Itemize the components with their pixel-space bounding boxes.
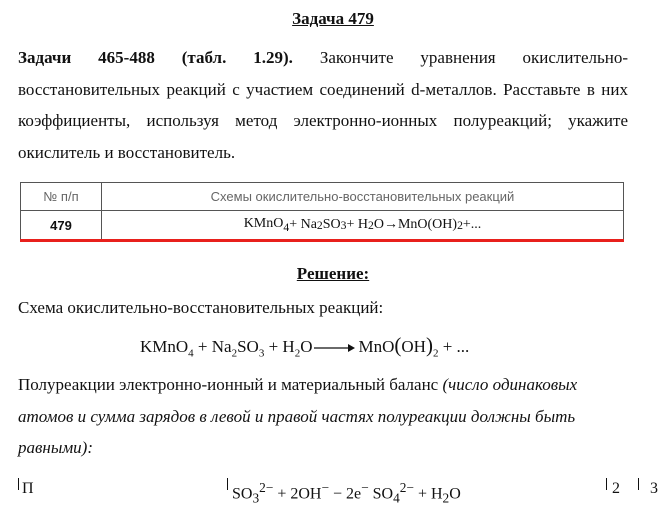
balance-note: (число одинаковых атомов и сумма зарядов в левой и правой частях полуреакции должны быть равными): <box>18 375 578 457</box>
col-scheme-header: Схемы окислительно-восстановительных реакций <box>210 189 515 204</box>
task-statement <box>18 42 628 168</box>
cut-coef-2: 3 <box>650 480 658 497</box>
cut-left-text: П <box>22 480 34 497</box>
half-reaction-line <box>18 478 666 506</box>
reactant-kmno4: KMnO$_4$ <box>243 216 290 234</box>
red-underline <box>20 239 624 242</box>
table-row <box>21 211 623 239</box>
reaction-equation: KMnO$_4$ + $Na_2SO_3 + H_2O$ $MnO(OH)_2$ + ... <box>140 333 470 360</box>
row-reaction: KMnO$_4$ + Na 2 SO 3 + H 2 O → MnO(OH) 2 +... <box>243 216 482 234</box>
col-number-header: № п/п <box>21 183 102 210</box>
bracket-left <box>18 478 19 490</box>
balance-text: Полуреакции электронно-ионный и материальный баланс <box>18 375 443 394</box>
table-header-row <box>21 183 623 211</box>
row-number: 479 <box>21 211 102 239</box>
balance-paragraph <box>18 369 628 464</box>
long-arrow-icon <box>314 343 356 353</box>
solution-heading: Решение: <box>296 264 370 283</box>
scheme-label: Схема окислительно-восстановительных реакций: <box>18 298 384 317</box>
bracket-right-1 <box>606 478 607 490</box>
bracket-right-2 <box>638 478 639 490</box>
task-text: Закончите уравнения окислительно-восстановительных реакций с участием соединений d-металлов. Расставьте в них коэффициенты, используя метод электронно-ионных полуреакций; укажите окислитель и восстановитель. <box>18 48 628 162</box>
task-title: Задача 479 <box>292 9 374 28</box>
bracket-middle <box>227 478 228 490</box>
task-reference: Задачи 465-488 (табл. 1.29). <box>18 48 293 67</box>
reaction-arrow: → <box>383 217 398 232</box>
reaction-table <box>20 182 624 240</box>
half-reaction-text: $SO_3^{2-} + 2OH^- - 2e^-$ $SO_4^{2-} + H_2O$ <box>232 480 461 506</box>
cut-coef-1: 2 <box>612 480 620 497</box>
